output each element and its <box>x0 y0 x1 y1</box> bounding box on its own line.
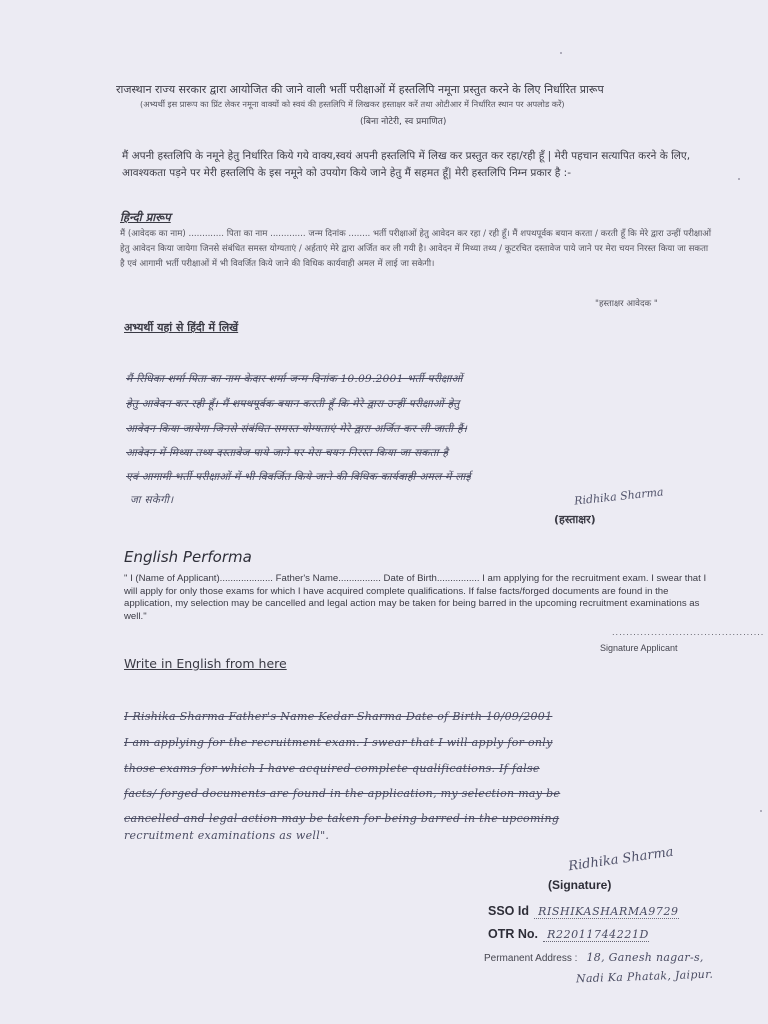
hindi-handwritten-line: मैं रिधिका शर्मा पिता का नाम केदार शर्मा जन्म दिनांक 10.09.2001 भर्ती परीक्षाओं <box>126 373 463 385</box>
hindi-section-title: हिन्दी प्रारूप <box>120 210 171 224</box>
english-handwritten-line: I Rishika Sharma Father's Name Kedar Sharma Date of Birth 10/09/2001 <box>124 710 553 723</box>
form-subtitle: (अभ्यर्थी इस प्रारूप का प्रिंट लेकर नमूना वाक्यों को स्वयं की हस्तलिपि में लिखकर हस्ताक्षर करें तथा ओटीआर में निर्धारित स्थान पर अपलोड करें) <box>140 99 565 109</box>
english-write-heading: Write in English from here <box>124 656 287 671</box>
hindi-signature-placeholder: "हस्ताक्षर आवेदक " <box>595 299 658 309</box>
scan-speck <box>560 52 562 54</box>
otr-no-label: OTR No. <box>488 927 538 941</box>
english-signature-label: (Signature) <box>548 878 612 892</box>
otr-no-row <box>488 923 649 942</box>
english-handwritten-line: facts/ forged documents are found in the application, my selection may be <box>124 787 561 800</box>
sso-id-label: SSO Id <box>488 904 529 918</box>
hindi-signature-scrawl: Ridhika Sharma <box>573 485 665 508</box>
signature-applicant-label: Signature Applicant <box>600 643 678 653</box>
english-section-title: English Performa <box>124 548 252 566</box>
signature-dotted-line: ........................................... <box>612 628 765 637</box>
permanent-address-label: Permanent Address : <box>484 953 578 964</box>
english-handwritten-line: those exams for which I have acquired complete qualifications. If false <box>124 762 540 775</box>
hindi-write-heading: अभ्यर्थी यहां से हिंदी में लिखें <box>124 321 239 334</box>
hindi-handwritten-line: आवेदन में मिथ्या तथ्य दस्तावेज पाये जाने पर मेरा चयन निरस्त किया जा सकता है <box>126 447 449 459</box>
english-handwritten-line: I am applying for the recruitment exam. I swear that I will apply for only <box>124 736 553 749</box>
sso-id-row <box>488 900 679 919</box>
scan-speck <box>760 810 762 812</box>
sso-id-value: RISHIKASHARMA9729 <box>534 905 679 919</box>
hindi-handwritten-line: आवेदन किया जायेगा जिनसे संबंधित समस्त योग्यताएं मेरे द्वारा अर्जित कर ली जाती हैं। <box>126 423 468 435</box>
address-line-2: Nadi Ka Phatak, Jaipur. <box>575 967 714 986</box>
permanent-address-row <box>484 946 704 965</box>
form-title: राजस्थान राज्य सरकार द्वारा आयोजित की जाने वाली भर्ती परीक्षाओं में हस्तलिपि नमूना प्रस्तुत करने के लिए निर्धारित प्रारूप <box>116 83 604 96</box>
address-line-1: 18, Ganesh nagar-s, <box>586 951 704 964</box>
english-handwritten-line: cancelled and legal action may be taken for being barred in the upcoming <box>124 812 560 825</box>
otr-no-value: R22011744221D <box>543 928 649 942</box>
english-section-body: " I (Name of Applicant).................... Father's Name................ Date of Birth................ I am applying for the recruitment exam. I swear that I will apply for only those exams for which I have acquired complete qualifications. If false facts/forged documents are found in the application, my selection may be cancelled and legal action may be taken for being barred in the upcoming recruitment examinations as well." <box>124 573 707 622</box>
hindi-signature-label: (हस्ताक्षर) <box>554 513 596 526</box>
scan-speck <box>738 178 740 180</box>
hindi-section-body: मैं (आवेदक का नाम) ............. पिता का नाम ............. जन्म दिनांक ........ भर्ती परीक्षाओं हेतु आवेदन कर रहा / रही हूँ। मैं शपथपूर्वक बयान करता / करती हूँ कि मेरे द्वारा उन्हीं परीक्षाओं हेतु आवेदन किया जायेगा जिनसे संबंधित समस्त योग्यताएं / अर्हताएं मेरे द्वारा अर्जित कर ली गयी है। आवेदन में मिथ्या तथ्य / कूटरचित दस्तावेज पाये जाने पर मेरा चयन निरस्त किया जा सकता है एवं आगामी भर्ती परीक्षाओं में भी विवर्जित किये जाने की विधिक कार्यवाही अमल में लाई जा सकेगी। <box>120 229 712 269</box>
intro-paragraph: मैं अपनी हस्तलिपि के नमूने हेतु निर्धारित किये गये वाक्य,स्वयं अपनी हस्तलिपि में लिख कर प्रस्तुत कर रहा/रही हूँ | मेरी पहचान सत्यापित करने के लिए, आवश्यकता पड़ने पर मेरी हस्तलिपि के इस नमूने को उपयोग किये जाने हेतु मैं सहमत हूँ| मेरी हस्तलिपि निम्न प्रकार है :- <box>122 150 691 179</box>
english-signature-scrawl: Ridhika Sharma <box>567 844 675 875</box>
hindi-handwritten-line: एवं आगामी भर्ती परीक्षाओं में भी विवर्जित किये जाने की विधिक कार्यवाही अमल में लाई <box>126 471 471 483</box>
english-handwritten-line: recruitment examinations as well". <box>124 829 330 842</box>
hindi-handwritten-line: जा सकेगी। <box>130 494 174 506</box>
hindi-handwritten-line: हेतु आवेदन कर रही हूँ। मैं शपथपूर्वक बयान करती हूँ कि मेरे द्वारा उन्हीं परीक्षाओं हेतु <box>126 398 460 410</box>
form-note: (बिना नोटेरी, स्व प्रमाणित) <box>360 117 447 127</box>
